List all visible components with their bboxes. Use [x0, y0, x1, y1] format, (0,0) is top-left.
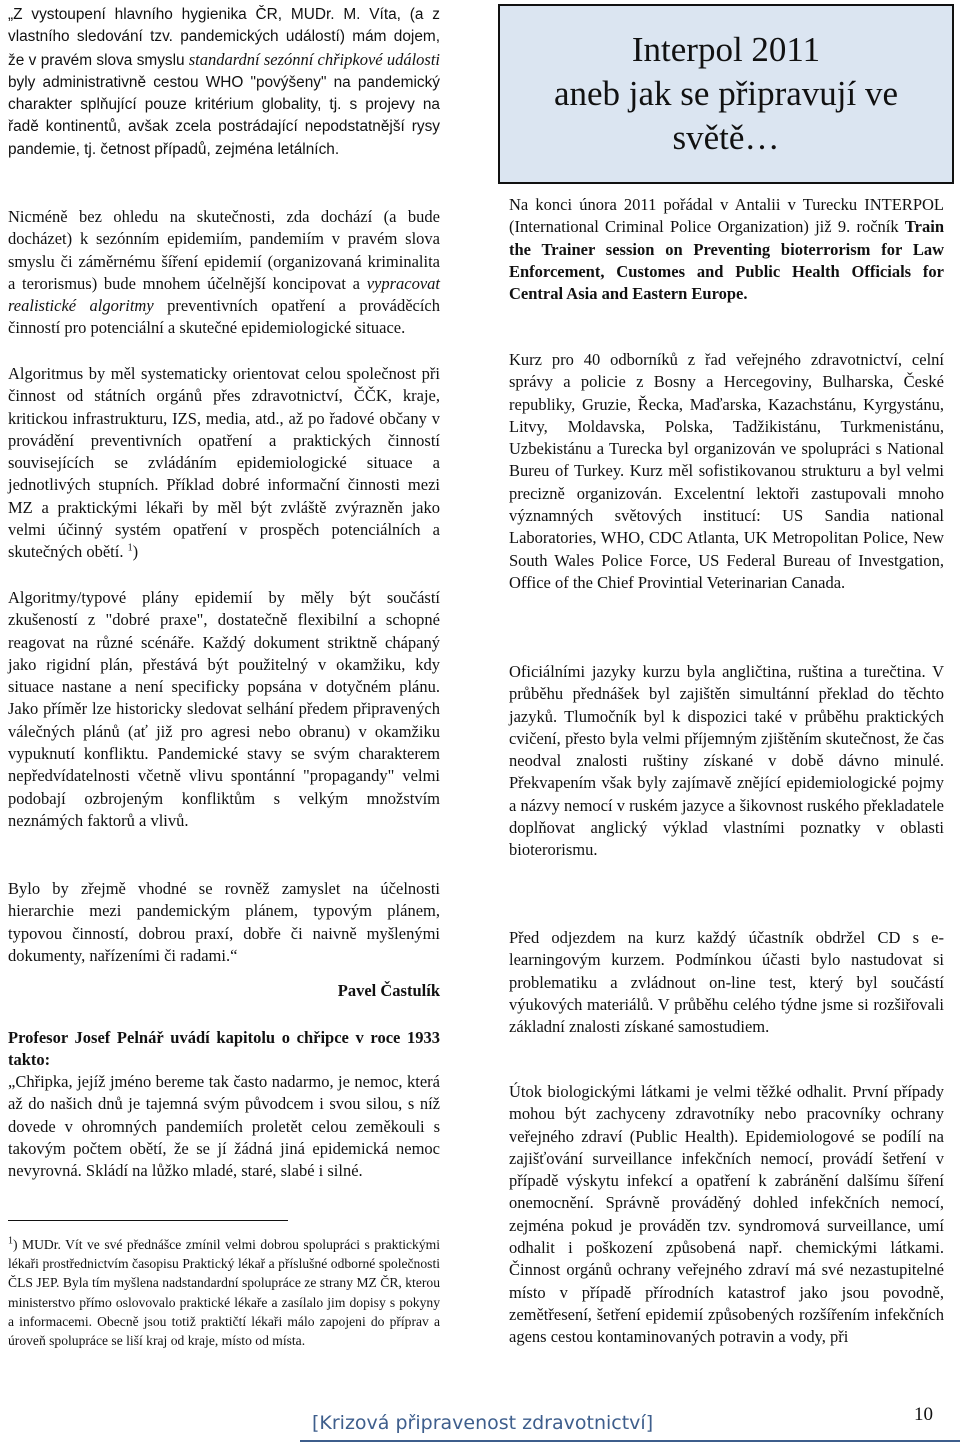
nicmene-text-2: preventivních opatření a prováděcích činností pro potenciální a skutečné epidemiologické situace. — [8, 296, 440, 338]
nicmene-paragraph — [8, 206, 440, 340]
footnote-separator — [8, 1220, 288, 1221]
algoritmus-close: ) — [132, 542, 139, 562]
opening-paragraph — [8, 4, 440, 161]
course-participants-paragraph: Kurz pro 40 odborníků z řad veřejného zdravotnictví, celní správy a policie z Bosny a Hercegoviny, Bulharska, České republiky, Gruzie, Řecka, Maďarska, Kazachstánu, Kyrgystánu, Litvy, Moldavska, Polska, Tadžikistánu, Turkmenistánu, Uzbekistánu a Turecka byl organizován ve spolupráci s National Bureu of Turkey. Kurz měl sofistikovanou strukturu a byl velmi precizně organizován. Excelentní lektoři zastupovali mnoho významných světových institucí: US Sandia national Laboratories, WHO, CDC Atlanta, UK Metropolitan Police, New South Wales Police Force, US Federal Bureau of Investgation, Office of the Chief Provintial Veterinarian Canada. — [509, 350, 944, 592]
nicmene-italic: vypracovat realistické algoritmy — [8, 273, 441, 316]
running-footer-title: [Krizová připravenost zdravotnictví] — [312, 1412, 654, 1434]
opening-text-2: byly administrativně cestou WHO "povýšeny" na pandemický charakter splňující pouze kritérium globality, tj. s projevy na řadě kontinentů, avšak zcela postrádající nepodstatnější rysy pandemie, tj. četnost případů, zejména letálních. — [8, 73, 440, 158]
interpol-intro — [509, 194, 944, 305]
footer-rule — [300, 1440, 960, 1442]
plany-paragraph: Algoritmy/typové plány epidemií by měly být součástí zkušeností z "dobré praxe", dostatečně flexibilní a schopné reagovat na různé scénáře. Každý dokument striktně chápaný jako rigidní plán, přestává být použitelný v okamžiku, kdy situace nastane a není specificky popsána v dotyčném plánu. Jako příměr lze historicky sledovat selhání předem připravených válečných plánů (ať již pro agresi nebo obranu) v okamžiku vypuknutí konfliktu. Pandemické stavy se svým charakterem nepředvídatelnosti včetně vlivu spontánní "propagandy" velmi podobají ozbrojeným konfliktům s velkým množstvím neznámých faktorů a vlivů. — [8, 588, 440, 830]
elearning-paragraph: Před odjezdem na kurz každý účastník obdržel CD s e-learningovým kurzem. Podmínkou účasti bylo nastudovat si problematiku a zvládnout on-line test, který byl součástí výukových materiálů. V průběhu celého týdne jsme si rozšiřovali základní znalosti získané samostudiem. — [509, 928, 944, 1037]
opening-text-1: „Z vystoupení hlavního hygienika ČR, MUDr. M. Víta, (a z vlastního sledování tzv. pandemických událostí) mám dojem, že v pravém slova smyslu — [8, 6, 440, 69]
footnote — [8, 1235, 440, 1350]
footnote-text: ) MUDr. Vít ve své přednášce zmínil velmi dobrou spolupráci s praktickými lékaři prostřednictvím časopisu Praktický lékař a příslušné odborné společnosti ČLS JEP. Byla tím myšlena nadstandardní spolupráce ze strany MZ ČR, kterou ministerstvo přímo oslovovalo praktické lékaře a zasílalo jim dopisy s pokyny a informacemi. Obecně jsou totiž praktičtí lékaři málo zapojeni do příprav a úroveň spolupráce se liší kraj od kraje, místo od místa. — [8, 1237, 440, 1349]
article-title-line-1: Interpol 2011 — [631, 30, 821, 69]
article-title-line-2: aneb jak se připravují ve světě… — [553, 74, 899, 157]
bylo-paragraph: Bylo by zřejmě vhodné se rovněž zamyslet na účelnosti hierarchie mezi pandemickým plánem, typovým plánem, typovou činností, dobrou praxí, dobře či naivně myšlenými dokumenty, nařízeními či radami.“ — [8, 879, 440, 965]
algoritmus-text: Algoritmus by měl systematicky orientovat celou společnost při činnost od státních orgánů přes zdravotnictví, ČČK, kraje, kritickou infrastrukturu, IZS, media, atd., až po řadové občany v provádění preventivních opatření a praktických činností souvisejících se zvládáním epidemiologické situace a jednotlivých stupních. Příklad dobré informační činnosti mezi MZ a praktickými lékaři by měl být zvláště zvýrazněn jako velmi účinný systém opatření v prospěch potenciálních a skutečných obětí. — [8, 364, 440, 562]
interpol-intro-course-title: Train the Trainer session on Preventing bioterrorism for Law Enforcement, Customes and Public Health Officials for Central Asia and Eastern Europe. — [509, 217, 945, 304]
footnote-reference: 1 — [127, 542, 133, 554]
languages-paragraph: Oficiálními jazyky kurzu byla angličtina, ruština a turečtina. V průběhu přednášek byl zajištěn simultánní překlad do těchto jazyků. Tlumočník byl k dispozici také v průběhu praktických cvičení, přesto byla velmi příjemným zjištěním skutečnost, že čas neodval znalosti ruštiny získané v době dávno minulé. Překvapením však byly zajímavě znějící epidemiologické pojmy a názvy nemocí v ruském jazyce a šikovnost ruského překladatele doplňovat anglický výklad vlastními poznatky v oblasti bioterorismu. — [509, 662, 944, 860]
page-number: 10 — [914, 1404, 933, 1425]
pelnar-quote: „Chřipka, jejíž jméno bereme tak často nadarmo, je nemoc, která až do našich dnů je tajemná svým původcem i svou silou, s níž dovede v ohromných pandemiích proletět celou zeměkouli s takovým počtem obětí, že se jí žádná jiná epidemická nemoc nevyrovná. Skládí na lůžko mladé, staré, slabé i silné. — [8, 1072, 440, 1181]
algoritmus-paragraph — [8, 363, 440, 564]
signature: Pavel Častulík — [337, 981, 440, 1000]
interpol-intro-text: Na konci února 2011 pořádal v Antalii v Turecku INTERPOL (International Criminal Police Organization) již 9. ročník — [509, 195, 944, 237]
article-title-box — [498, 4, 954, 184]
opening-italic: standardní sezónní chřipkové události — [188, 49, 440, 69]
nicmene-text-1: Nicméně bez ohledu na skutečnosti, zda dochází (a bude docházet) k sezónním epidemiím, pandemiím v pravém slova smyslu či záměrnému šíření epidemií (organizovaná kriminalita a terorismus) bude mnohem účelnější koncipovat a — [8, 207, 440, 293]
biological-attack-paragraph: Útok biologickými látkami je velmi těžké odhalit. První případy mohou být zachyceny zdravotníky nebo pracovníky ochrany veřejného zdraví (Public Health). Epidemiologové se podílí na zajišťování surveillance infekčních nemocí, provádí šetření v případě výskytu infekcí a opatření k zabránění dalšímu šíření onemocnění. Správně prováděný dohled infekčních nemocí, zejména pokud je prováděn tzv. syndromová surveillance, umí odhalit i poškození způsobená např. chemickými látkami. Činnost orgánů ochrany veřejného zdraví má své nezastupitelné místo v případě přírodních katastrof jako jsou povodně, zemětřesení, šetření epidemií způsobených rozšířením infekčních agens cestou kontaminovaných potravin a vody, při — [509, 1082, 944, 1347]
footnote-mark: 1 — [8, 1235, 13, 1247]
pelnar-heading: Profesor Josef Pelnář uvádí kapitolu o chřipce v roce 1933 takto: — [8, 1028, 440, 1070]
